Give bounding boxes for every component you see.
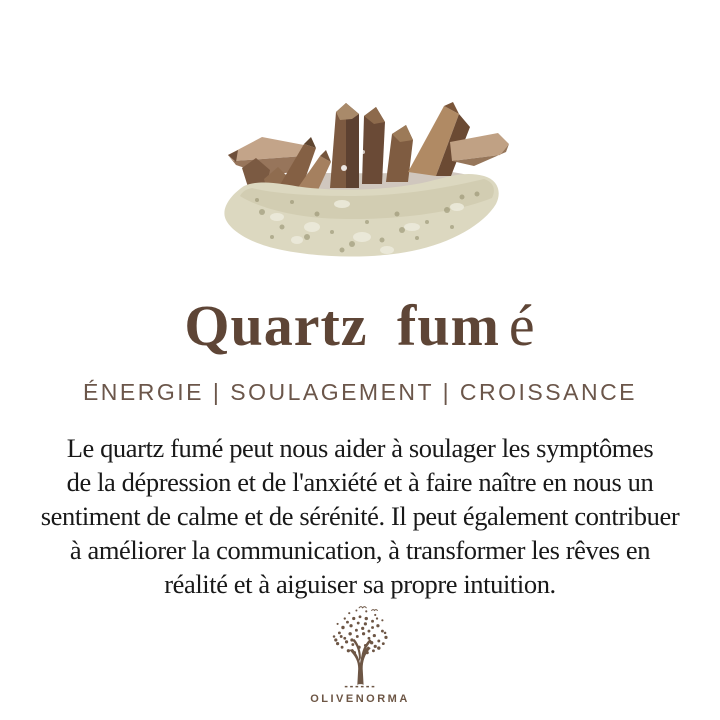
- brand-name: OLIVENORMA: [310, 693, 410, 705]
- product-title: [0, 294, 720, 358]
- description-line-1: Le quartz fumé peut nous aider à soulager les symptômes: [66, 433, 654, 463]
- description-line-4: à améliorer la communication, à transformer les rêves en: [69, 535, 651, 565]
- description-line-2: de la dépression et de l'anxiété et à faire naître en nous un: [66, 467, 654, 497]
- description-line-5: réalité et à aiguiser sa propre intuition.: [164, 569, 556, 599]
- description-line-3: sentiment de calme et de sérénité. Il peut également contribuer: [40, 501, 680, 531]
- olive-tree-icon: [314, 606, 406, 692]
- smoky-quartz-cluster-image: [212, 82, 512, 262]
- brand-logo: [0, 606, 720, 705]
- product-description: [0, 431, 720, 601]
- smoky-quartz-illustration: [212, 82, 512, 262]
- product-title-main: Quartz fum: [184, 293, 500, 358]
- product-title-accent: é: [508, 293, 536, 358]
- energy-tagline: ÉNERGIE | SOULAGEMENT | CROISSANCE: [82, 379, 638, 405]
